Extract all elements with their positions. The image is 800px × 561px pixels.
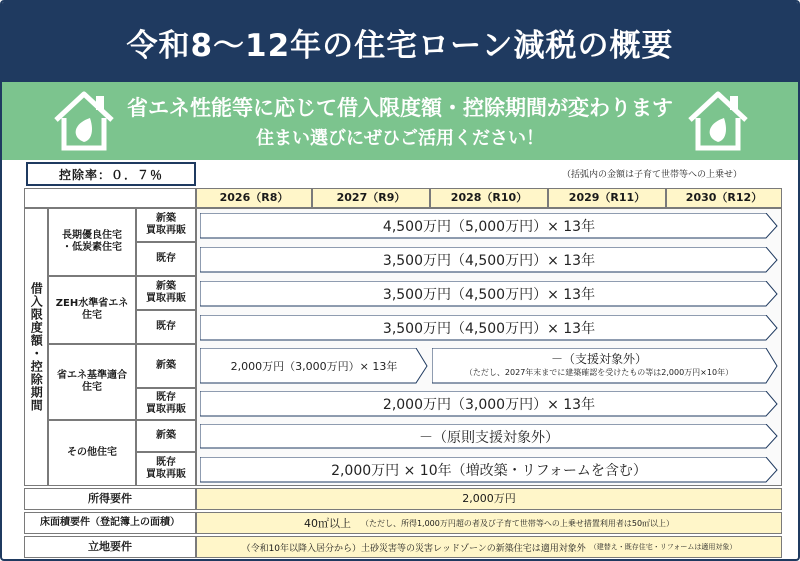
header-blank (24, 188, 196, 208)
value-arrow (200, 348, 428, 384)
requirement-value: 2,000万円 (196, 488, 782, 510)
value-text: 3,500万円（4,500万円）× 13年 (382, 253, 596, 269)
category-label: その他住宅 (48, 420, 136, 486)
value-note: （ただし、2027年末までに建築確認を受けたもの等は2,000万円×10年） (464, 368, 734, 377)
year-header: 2029（R11） (548, 188, 666, 208)
requirement-note: （ただし、所得1,000万円超の者及び子育て世帯等への上乗せ措置利用者は50㎡以上） (360, 518, 675, 528)
value-text: 2,000万円（3,000万円）× 13年 (230, 360, 398, 373)
year-header: 2027（R9） (312, 188, 430, 208)
banner (2, 82, 798, 160)
value-text: 3,500万円（4,500万円）× 13年 (382, 321, 596, 337)
year-header: 2028（R10） (430, 188, 548, 208)
value-arrow (200, 247, 778, 273)
value-text: －（原則支援対象外） (419, 429, 559, 446)
page-title: 令和8～12年の住宅ローン減税の概要 (2, 2, 798, 82)
type-label: 新築 (136, 420, 196, 452)
value-arrow (200, 391, 778, 417)
type-label: 既存 (136, 242, 196, 276)
value-text: 2,000万円（3,000万円）× 13年 (382, 397, 596, 413)
requirement-value-row (196, 536, 782, 558)
value-arrow (200, 213, 778, 239)
requirement-value: （令和10年以降入居分から）土砂災害等の災害レッドゾーンの新築住宅は適用対象外 (241, 543, 586, 554)
value-text: 3,500万円（4,500万円）× 13年 (382, 287, 596, 303)
requirement-note: （建替え・既存住宅・リフォームは適用対象） (589, 543, 737, 551)
value-text: 2,000万円 × 10年（増改築・リフォームを含む） (331, 463, 647, 479)
requirement-value-row (196, 512, 782, 534)
value-arrow (200, 457, 778, 483)
value-arrow (200, 315, 778, 341)
year-header: 2030（R12） (666, 188, 782, 208)
banner-line-2: 住まい選びにぜひご活用ください！ (256, 128, 544, 149)
value-text: 4,500万円（5,000万円）× 13年 (382, 219, 596, 235)
requirement-label: 床面積要件（登記簿上の面積） (24, 512, 196, 534)
category-label: ZEH水準省エネ 住宅 (48, 276, 136, 344)
value-text: －（支援対象外） (550, 352, 647, 366)
type-label: 新築 (136, 344, 196, 388)
type-label: 既存 買取再販 (136, 452, 196, 486)
type-label: 既存 買取再販 (136, 388, 196, 420)
category-label: 省エネ基準適合 住宅 (48, 344, 136, 420)
value-arrow (432, 348, 778, 384)
type-label: 既存 (136, 310, 196, 344)
requirement-label: 所得要件 (24, 488, 196, 510)
type-label: 新築 買取再販 (136, 208, 196, 242)
value-arrow (200, 424, 778, 449)
category-label: 長期優良住宅 ・低炭素住宅 (48, 208, 136, 276)
requirement-value: 40㎡以上 (303, 517, 351, 530)
banner-line-1: 省エネ性能等に応じて借入限度額・控除期間が変わります (127, 96, 673, 120)
deduction-rate: 控除率：０．７％ (26, 162, 196, 186)
side-header: 借入限度額・控除期間 (24, 208, 48, 486)
year-header: 2026（R8） (196, 188, 312, 208)
value-arrow (200, 281, 778, 307)
type-label: 新築 買取再販 (136, 276, 196, 310)
requirement-label: 立地要件 (24, 536, 196, 558)
bracket-note: （括弧内の金額は子育て世帯等への上乗せ） (562, 170, 743, 180)
